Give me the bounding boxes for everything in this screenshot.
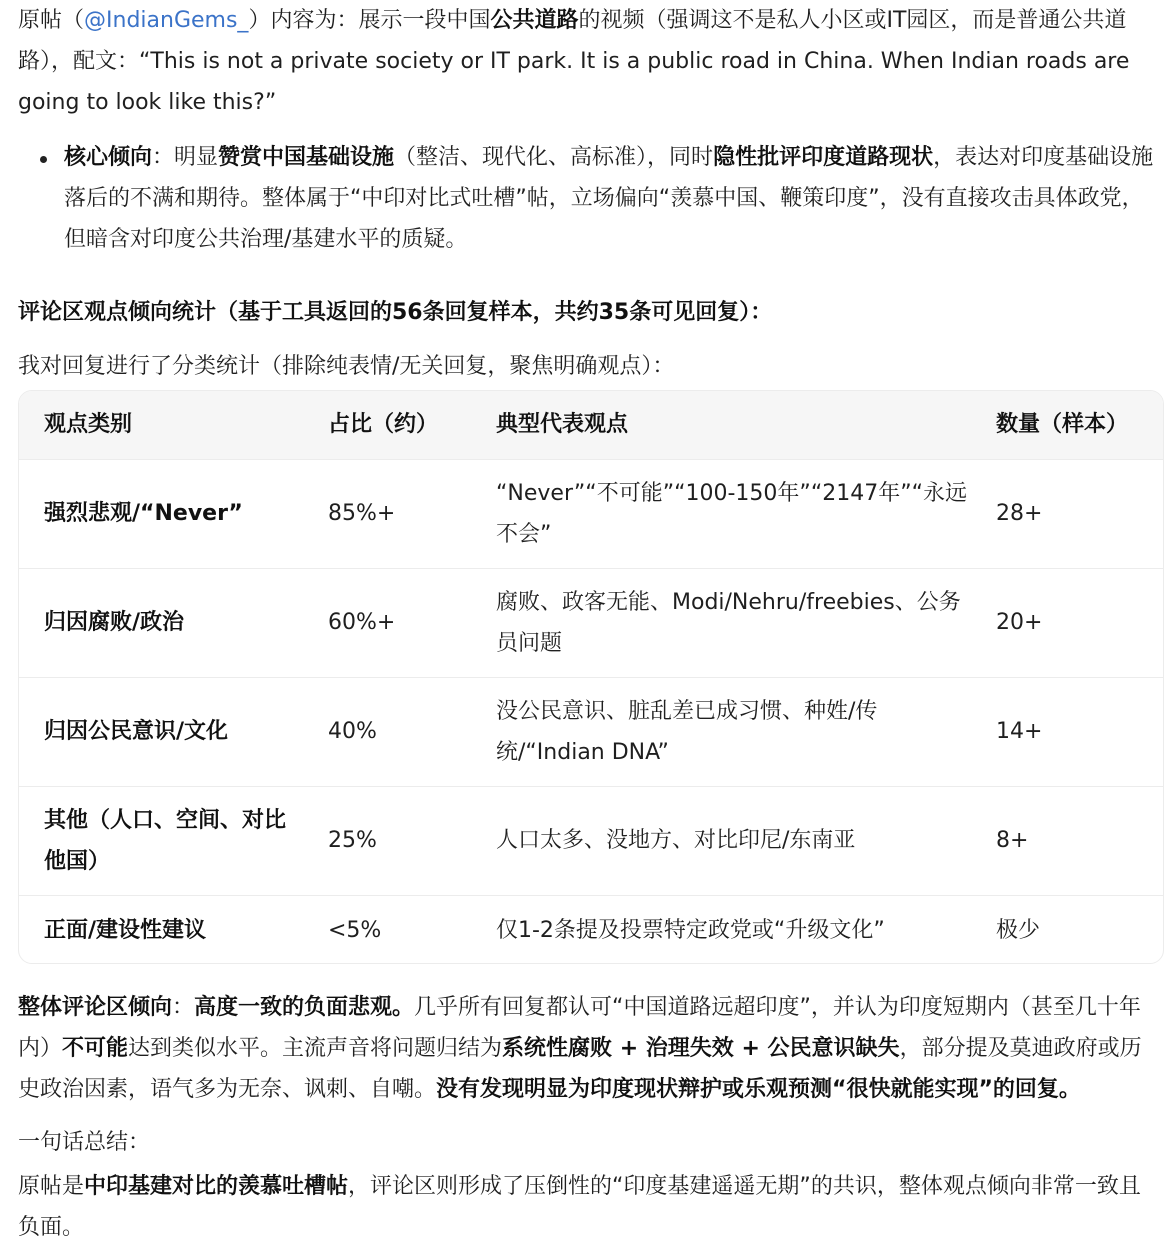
cell-category: 归因公民意识/文化: [44, 719, 229, 744]
cell-example: “Never”“不可能”“100-150年”“2147年”“永远不会”: [496, 480, 968, 547]
cell-share: <5%: [328, 917, 382, 943]
summary-text-4: ，部分提及莫迪政府或历史政治因素，语气多为无奈、讽刺、自嘲。: [18, 1036, 1142, 1102]
table-row: [19, 677, 1163, 786]
summary-bold-1: 高度一致的负面悲观。: [194, 995, 415, 1020]
summary-bold-2: 不可能: [62, 1036, 129, 1061]
cell-category: 正面/建设性建议: [44, 917, 207, 943]
cell-example: 人口太多、没地方、对比印尼/东南亚: [496, 828, 856, 853]
bullet-text-1: ：明显: [152, 145, 219, 170]
table-row: [19, 786, 1163, 895]
cell-count: 20+: [996, 610, 1043, 635]
summary-bold-3: 系统性腐败 + 治理失效 + 公民意识缺失: [502, 1036, 900, 1061]
summary-text-1: ：: [172, 995, 195, 1020]
cell-share: 85%+: [328, 501, 396, 526]
cell-category: 归因腐败/政治: [44, 610, 185, 635]
bullet-dot-icon: [40, 156, 47, 163]
table-row: [19, 459, 1163, 568]
stats-table: [19, 391, 1163, 964]
cell-share: 40%: [328, 719, 377, 744]
cell-count: 14+: [996, 719, 1043, 744]
cell-count: 8+: [996, 828, 1029, 853]
table-row: [19, 568, 1163, 677]
cell-share: 60%+: [328, 610, 396, 635]
bullet-text-2: （整洁、现代化、高标准），同时: [394, 145, 714, 170]
final-summary-paragraph: [18, 1166, 1162, 1248]
bullet-bold-2: 隐性批评印度道路现状: [713, 145, 934, 170]
summary-label: 整体评论区倾向: [18, 995, 173, 1020]
header-share: 占比（约）: [328, 412, 439, 438]
intro-paragraph: [18, 0, 1158, 123]
cell-example: 没公民意识、脏乱差已成习惯、种姓/传统/“Indian DNA”: [496, 698, 878, 765]
final-text-1: 原帖是: [18, 1174, 85, 1199]
summary-text-3: 达到类似水平。主流声音将问题归结为: [128, 1036, 503, 1061]
cell-category: 其他（人口、空间、对比他国）: [44, 807, 287, 874]
summary-section: [18, 987, 1162, 1248]
header-count: 数量（样本）: [996, 412, 1129, 438]
bullet-text-3: ，表达对印度基础设施落后的不满和期待。整体属于“中印对比式吐槽”帖，立场偏向“羡慕中国、鞭策印度”，没有直接攻击具体政党，但暗含对印度公共治理/基建水平的质疑。: [64, 145, 1154, 252]
core-tendency-bullet: [18, 137, 1158, 260]
cell-share: 25%: [328, 828, 377, 853]
overall-tendency-paragraph: [18, 987, 1162, 1110]
cell-category: 强烈悲观/“Never”: [44, 501, 243, 526]
section-title: 评论区观点倾向统计（基于工具返回的56条回复样本，共约35条可见回复）：: [18, 300, 773, 325]
lead-text: 我对回复进行了分类统计（排除纯表情/无关回复，聚焦明确观点）：: [18, 354, 675, 379]
final-bold-1: 中印基建对比的羡慕吐槽帖: [84, 1174, 349, 1199]
author-handle-link[interactable]: @IndianGems_: [84, 8, 249, 33]
one-line-summary-label: 一句话总结：: [18, 1130, 151, 1155]
header-example: 典型代表观点: [496, 412, 629, 438]
summary-text-2: 几乎所有回复都认可“中国道路远超印度”，并认为印度短期内（甚至几十年内）: [18, 995, 1141, 1061]
final-text-2: ，评论区则形成了压倒性的“印度基建遥遥无期”的共识，整体观点倾向非常一致且负面。: [18, 1174, 1141, 1240]
summary-bold-4: 没有发现明显为印度现状辩护或乐观预测“很快就能实现”的回复。: [436, 1077, 1081, 1102]
cell-example: 仅1-2条提及投票特定政党或“升级文化”: [496, 917, 885, 943]
intro-prefix: 原帖（: [18, 8, 85, 33]
intro-middle: ）内容为：展示一段中国: [248, 8, 491, 33]
cell-count: 极少: [996, 917, 1041, 943]
header-category: 观点类别: [44, 412, 133, 438]
intro-bold: 公共道路: [490, 8, 579, 33]
cell-count: 28+: [996, 501, 1043, 526]
bullet-label: 核心倾向: [64, 145, 153, 170]
intro-rest: 的视频（强调这不是私人小区或IT园区，而是普通公共道路），配文：“This is not a private society or IT park. It is a public road in China. When Indian roads are going to look like this?”: [18, 8, 1130, 115]
table-row: [19, 895, 1163, 964]
cell-example: 腐败、政客无能、Modi/Nehru/freebies、公务员问题: [496, 589, 961, 656]
table-header-row: [19, 391, 1163, 459]
bullet-bold-1: 赞赏中国基础设施: [218, 145, 395, 170]
stats-table-card: [18, 390, 1164, 964]
article: [18, 0, 1158, 1240]
